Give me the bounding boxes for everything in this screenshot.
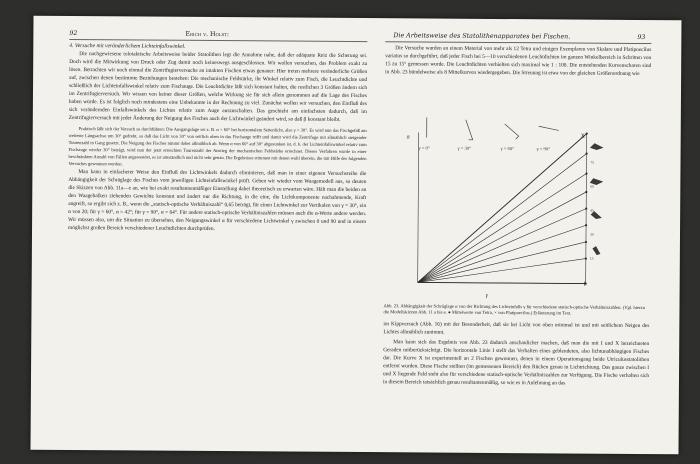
line-label-x: X	[580, 133, 586, 140]
x-axis-label: γ	[485, 292, 488, 299]
chart-point-6-1	[585, 241, 587, 243]
tick-75: 75	[590, 160, 595, 165]
tick-15: 15	[589, 256, 594, 261]
header-rule-right	[385, 41, 651, 44]
chart-point-1-1	[585, 153, 587, 155]
chart-series-7	[418, 257, 586, 283]
right-paragraph-2: im Kippversuch (Abb. 16) mit der Besonderheit, daß sie bei Licht von oben minimal ist und mit seitlichem Neigen des Lichtes allmählich zunimmt.	[383, 321, 650, 336]
sketch-label-60: γ = 60°	[500, 146, 514, 152]
right-column-bottom	[383, 321, 649, 390]
fish-sketch-3	[591, 212, 601, 219]
tick-30: 30	[589, 232, 594, 237]
y-axis-label: α	[406, 134, 410, 141]
chart-series-2	[418, 172, 587, 283]
chart-figure	[406, 124, 605, 299]
page-number-left: 92	[69, 29, 78, 38]
book-page	[30, 16, 681, 455]
sketch-label-90: γ = 90°	[536, 146, 550, 152]
chart-series-8	[418, 282, 586, 283]
sketch-label-30: γ = 30°	[457, 145, 471, 151]
header-rule-left	[69, 39, 367, 42]
left-paragraph-1: Die nachgewiesene tolotaktische Arbeitsweise beider Statolithen legt die Annahme nahe, daß der adäquate Reiz die Scherung sei. Doch wird die Mitwirkung von Druck oder Zug damit noch keineswegs ausgeschlossen. Wir wollen versuchen, das Problem exakt zu lösen. Betrachten wir noch einmal die Zentrifugierversuche an intakten Fischen etwas genauer: Hier treten mehrere veränderliche Größen auf, zwischen denen bestimmte Beziehungen bestehen: Die mechanische Feldstärke, ihr Winkel relativ zum Fisch, die Leuchtdichte und schließlich der Lichteinfallswinkel relativ zum Fischauge. Die Leuchtdichte läßt sich konstant halten, die restlichen 3 Größen ändern sich im Zentrifugierversuch. Wir wissen von keiner dieser Größen, welche Wirkung sie für sich allein genommen auf die Lage des Fisches haben würde. Es ist folglich noch mindestens eine Unbekannte in der Rechnung zu viel. Zunächst wollen wir versuchen, den Einfluß des sich verändernden Einfallswinkels des Lichtes relativ zum Auge auszuschalten. Das geschieht am einfachsten dadurch, daß im Zentrifugierversuch mit jeder Änderung der Neigung des Fisches auch der Lichtwinkel geändert wird, so daß β konstant bleibt.	[68, 51, 368, 123]
section-heading: 4. Versuche mit veränderlichem Lichteinfallswinkel.	[69, 42, 186, 50]
chart-point-0-1	[586, 133, 588, 135]
sketch-label-0: γ = 0°	[418, 145, 430, 151]
right-column-top	[385, 45, 651, 81]
left-small-print: Praktisch läßt sich der Versuch so durchführen: Die Ausgangslage sei z. B. α = 60° bei horizontalem Seitenlicht, also γ = 30°. Es wird nun das Fischgefäß am weiteste Längsachse um 30° gedreht, so daß das Licht von 30° von seitlich oben in das Fischauge trifft und damit wird die Zentrifuge mit allmählich steigender Tourenzahl in Gang gesetzt. Die Neigung des Fisches nimmt dabei allmählich ab. Wenn α von 60° auf 30° abgesunken ist, d. h. der Lichteinfallswinkel relativ zum Fischauge wieder 30° beträgt, wird nun der jetzt erreichten Tourenzahl der Anstieg der mechanischen Feldstärke errechnet. Dieses Verfahren wurde in einer beschränkten Anzahl von Fällen angewendet, es ist umständlich und nicht sehr genau. Die Ergebnisse stimmen mit denen wohl überein, die mit Hilfe des folgenden Versuches gewonnen wurden.	[68, 125, 367, 167]
right-paragraph-1: Die Versuche wurden an einem Material von mehr als 12 Tetra und einigen Exemplaren von Skalare und Platipoecilus variatus so durchgeführt, daß jeder Fisch bei 5—10 verschiedenen Leuchtdichten im ganzen Winkelbereich in Schritten von 15 zu 15° gemessen wurde. Die Leuchtdichten verhielten sich maximal wie 1 : 100. Die entstehenden Kurvenscharen sind in Abb. 23 bündelweise als 8 Mittelkurven wiedergegeben. Die Streuung ist etwa von der gleichen Größenordnung wie	[385, 45, 652, 77]
chart-point-4-1	[585, 207, 587, 209]
chart-series-4	[418, 207, 587, 283]
right-paragraph-3: Man kann sich das Ergebnis von Abb. 23 dadurch anschaulicher machen, daß man die mit I und X bezeichneten Geraden mitberücksichtigt. Die horizontale Linie I stellt das Verhalten eines geblendeten, also lichtunabhängigen Fisches dar. Die Kurve X ist experimentell an 2 Fischen gewonnen, denen in einem Operationsgang beide Utriculusstatolithen entfernt wurden. Diese Fische stellten (im gemessenen Bereich) den Rücken genau in Lichtrichtung. Das ganze zwischen I und X liegende Feld steht also für verschiedene statisch-optische Verhältniszahlen zur Verfügung. Die Fische verhalten sich in diesem Bereich tatsächlich genau resultantenmäßig, so wie es in Anlehnung an das	[382, 339, 650, 387]
chart-series-3	[418, 191, 587, 284]
fish-sketch-4	[593, 247, 600, 255]
line-label-i: I	[583, 281, 586, 288]
chart-point-2-1	[585, 172, 587, 174]
running-head-left: Erich v. Holst:	[185, 30, 230, 39]
figure-caption: Abb. 23. Abhängigkeit der Schräglage α von der Richtung des Lichteinfalls γ für verschiedene statisch-optische Verhältniszahlen. (Vgl. hierzu die Modellskizzen Abb. 11 a bis e. ● Mittelwerte von Tetra, × von Platipoecilus.) Erläuterung im Text.	[383, 303, 645, 316]
tick-60: 60	[590, 184, 594, 189]
tick-45: 45	[590, 208, 594, 213]
chart-point-7-1	[585, 257, 587, 259]
running-head-right: Die Arbeitsweise des Statolithenapparates bei Fischen.	[393, 32, 571, 41]
chart-series-5	[418, 224, 586, 284]
chart-point-3-1	[585, 191, 587, 193]
chart-point-5-1	[585, 224, 587, 226]
fish-sketch-1	[591, 144, 603, 150]
chart-series-0	[418, 132, 587, 283]
left-paragraph-2: Man kann in einfacherer Weise den Einfluß des Lichtwinkels dadurch eliminieren, daß man in einer eigenen Versuchsreihe die Abhängigkeit der Schräglage des Fisches vom jeweiligen Lichteinfallswinkel prüft. Gehen wir wieder vom Waagemodell aus, so deuten die Skizzen von Abb. 11a—e an, wie bei exakt resultantenmäßiger Einstellung dabei theoretisch zu erwarten wäre. Hält man die beiden an den Waagebalken ziehenden Gewichte konstant und ändert nur die Richtung, in die eine, die Lichtkomponente nachahmende, Kraft angreift, so ergibt sich z. B., wenn die „statisch-optische Verhältniszahl“ 0,65 beträgt, für einen Lichtwinkel zur Vertikalen von γ = 30°, ein α von 20; für γ = 60°, α = 42°; für γ = 90°, α = 64°. Für andere statisch-optische Verhältniszahlen müssen auch die α-Werte andere werden. Wir müssen also, um die Situation zu übersehen, den Neigungswinkel α für verschiedene Lichtwinkel γ zwischen 0 und 90 und in einem möglichst großen Bereich verschiedener Leuchtdichten durchprüfen.	[68, 169, 367, 232]
chart-series-1	[418, 152, 587, 283]
page-number-right: 93	[637, 33, 646, 42]
left-column	[68, 43, 367, 237]
